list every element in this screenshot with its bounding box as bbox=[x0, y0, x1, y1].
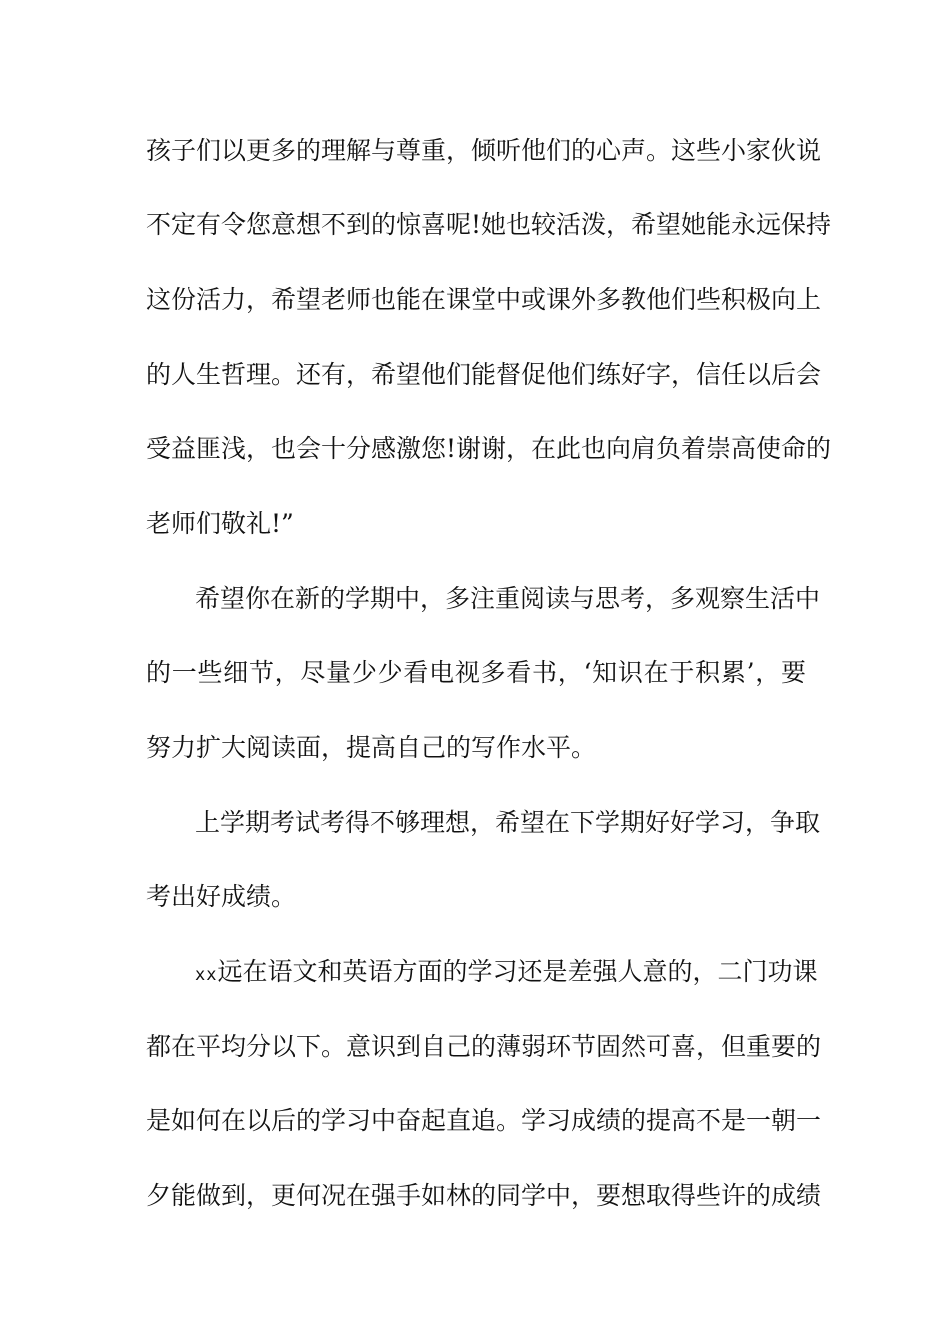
paragraph-4-line-2: 都在平均分以下。意识到自己的薄弱环节固然可喜，但重要的 bbox=[146, 1032, 822, 1061]
paragraph-4-line-4: 夕能做到，更何况在强手如林的同学中，要想取得些许的成绩 bbox=[146, 1181, 822, 1210]
paragraph-2-line-1: 希望你在新的学期中，多注重阅读与思考，多观察生活中 bbox=[195, 584, 821, 613]
paragraph-2-line-3: 努力扩大阅读面，提高自己的写作水平。 bbox=[146, 733, 597, 762]
paragraph-1-line-5: 受益匪浅，也会十分感激您!谢谢，在此也向肩负着崇高使命的 bbox=[146, 434, 832, 463]
paragraph-3-line-1: 上学期考试考得不够理想，希望在下学期好好学习，争取 bbox=[195, 808, 821, 837]
paragraph-1-line-4: 的人生哲理。还有，希望他们能督促他们练好字，信任以后会 bbox=[146, 360, 822, 389]
paragraph-4-line-1-prefix: xx bbox=[195, 965, 218, 985]
paragraph-3-line-2: 考出好成绩。 bbox=[146, 882, 297, 911]
paragraph-4-line-3: 是如何在以后的学习中奋起直追。学习成绩的提高不是一朝一 bbox=[146, 1106, 822, 1135]
paragraph-1-line-3: 这份活力，希望老师也能在课堂中或课外多教他们些积极向上 bbox=[146, 285, 822, 314]
paragraph-4-line-1-text: 远在语文和英语方面的学习还是差强人意的，二门功课 bbox=[217, 957, 818, 986]
paragraph-1-line-1: 孩子们以更多的理解与尊重，倾听他们的心声。这些小家伙说 bbox=[146, 136, 822, 165]
paragraph-1-line-2: 不定有令您意想不到的惊喜呢!她也较活泼，希望她能永远保持 bbox=[146, 210, 832, 239]
paragraph-2-line-2: 的一些细节，尽量少少看电视多看书，‘知识在于积累’，要 bbox=[146, 658, 806, 687]
paragraph-4-line-1 bbox=[195, 952, 818, 992]
paragraph-1-line-6: 老师们敬礼!” bbox=[146, 509, 294, 538]
